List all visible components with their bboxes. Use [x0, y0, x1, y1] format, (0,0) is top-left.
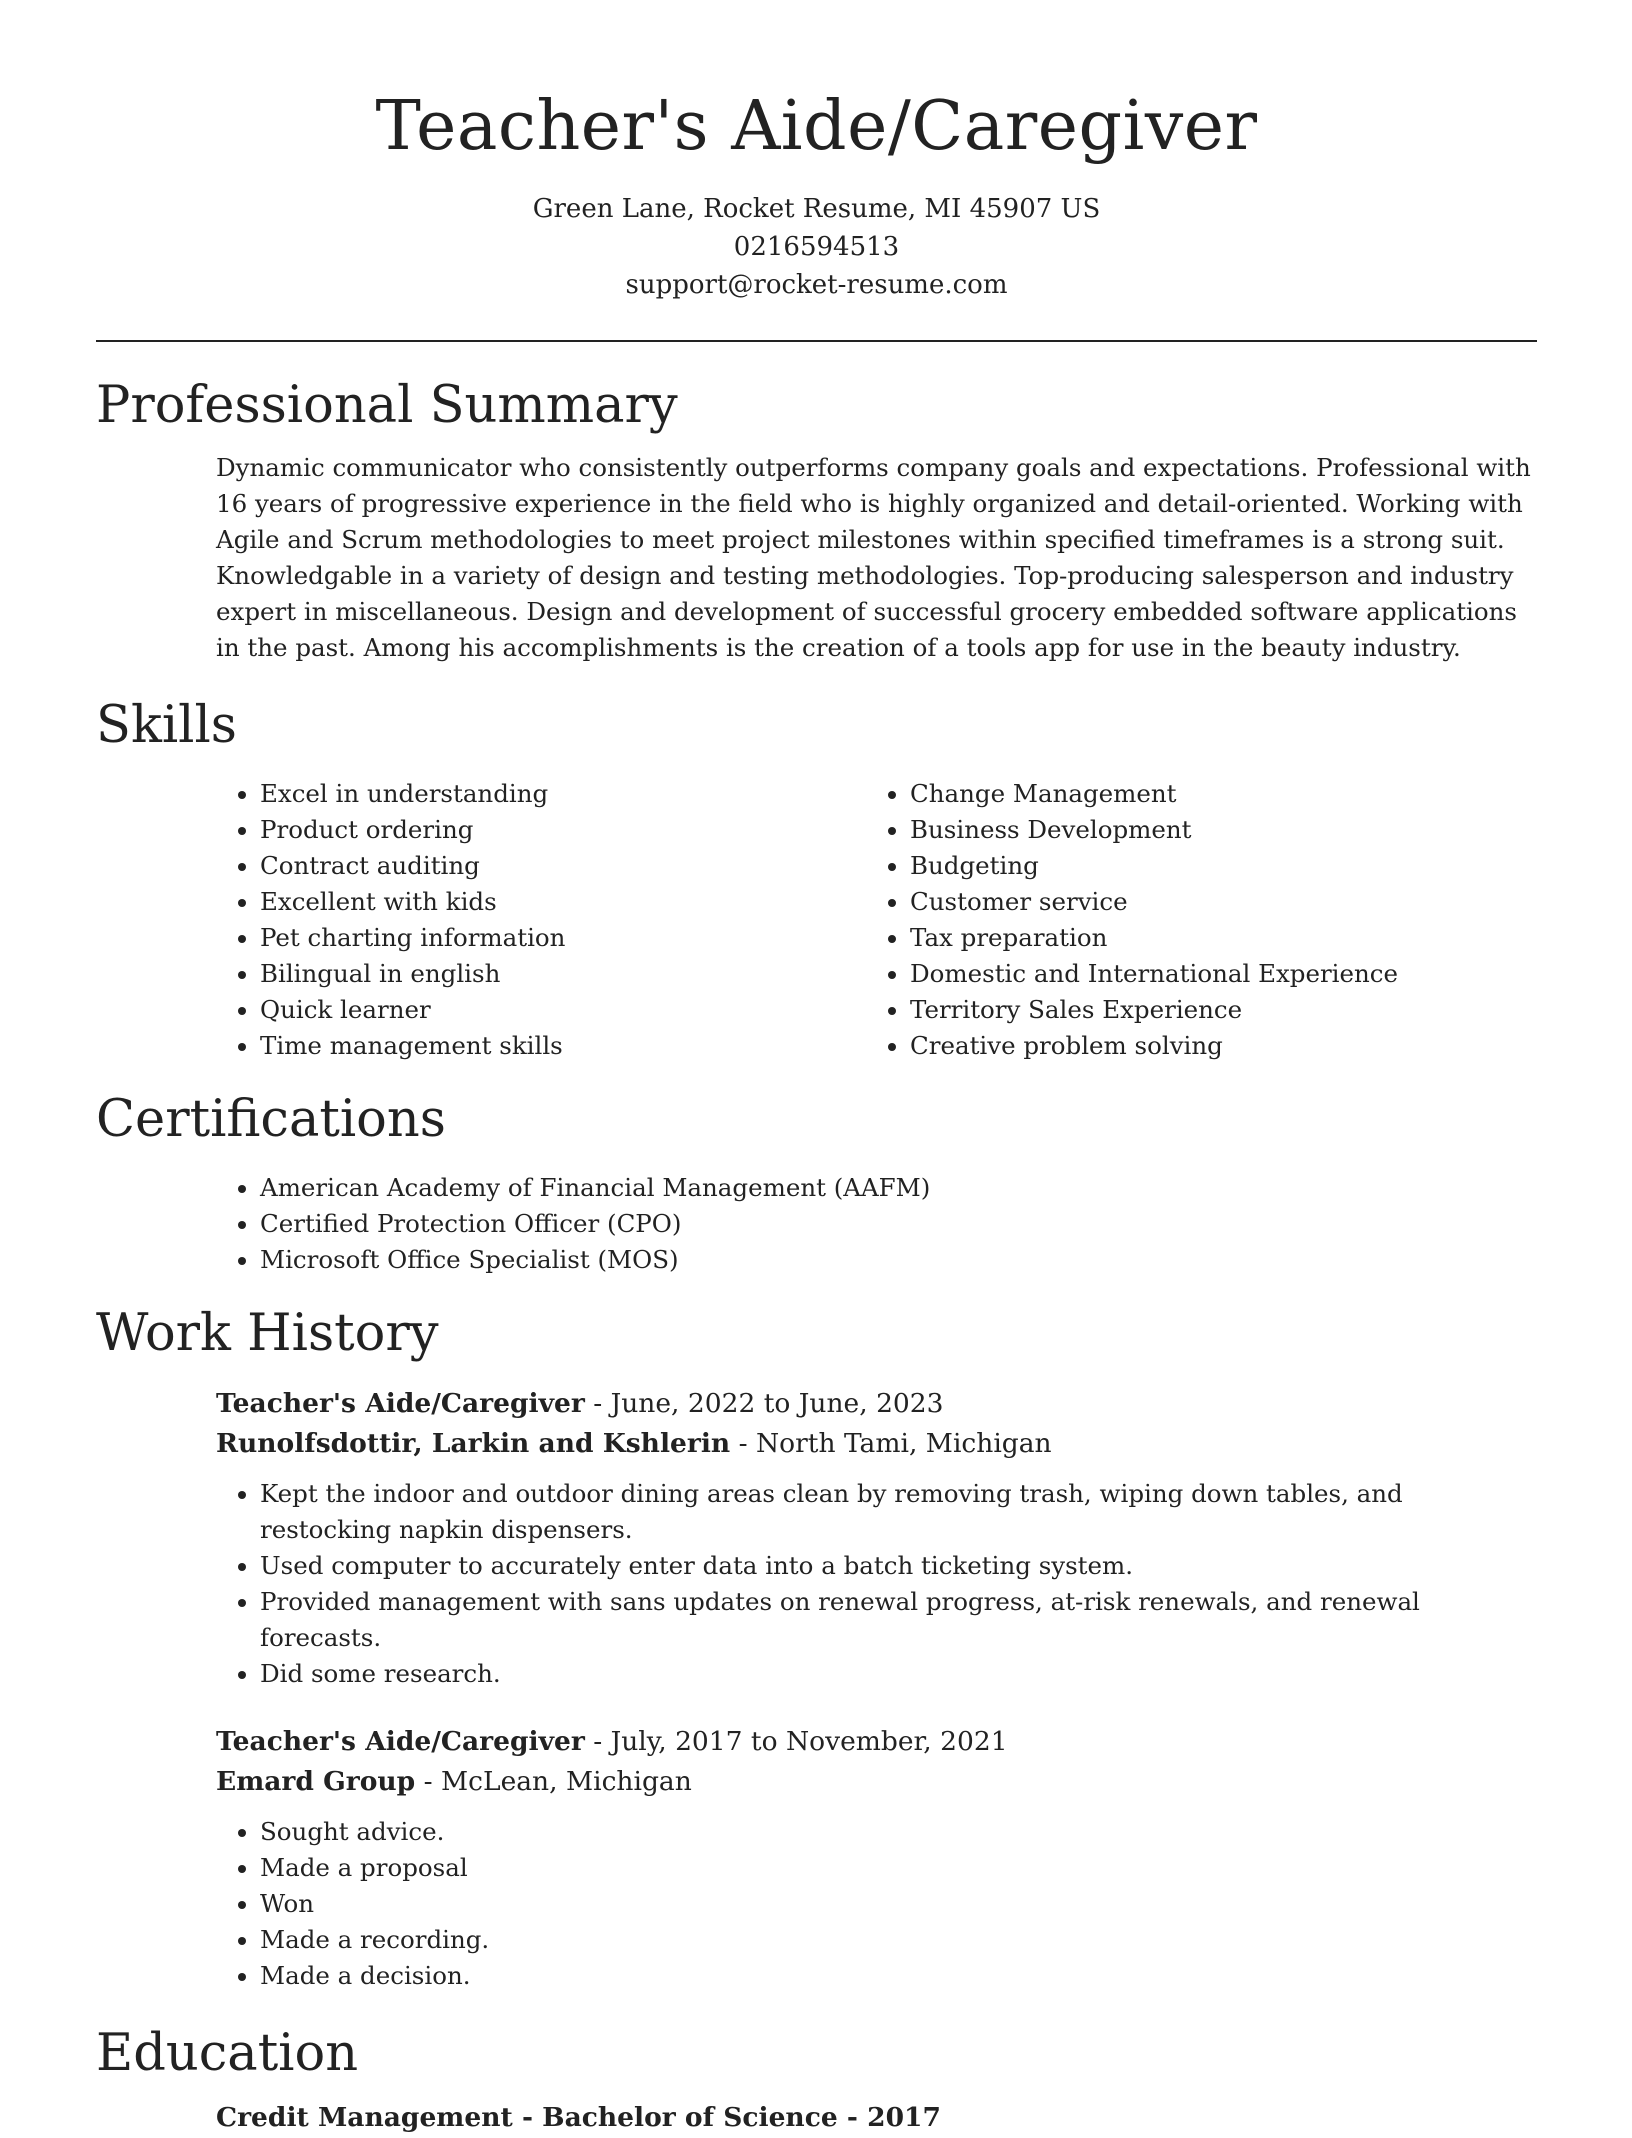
skill-item: • Contract auditing — [260, 848, 866, 884]
job-dates: - July, 2017 to November, 2021 — [584, 1726, 1008, 1757]
education-entry: Credit Management - Bachelor of Science - 2017 — [216, 2102, 941, 2133]
skills-list-right — [866, 776, 1516, 1064]
job-duty: • Used computer to accurately enter data into a batch ticketing system. — [260, 1548, 1537, 1584]
resume-header — [96, 0, 1537, 304]
skill-item: • Domestic and International Experience — [910, 956, 1516, 992]
skill-item: • Pet charting information — [260, 920, 866, 956]
skills-title: Skills — [96, 696, 237, 755]
job-entry — [216, 1384, 1537, 1692]
job-dates: - June, 2022 to June, 2023 — [584, 1388, 944, 1419]
address: Green Lane, Rocket Resume, MI 45907 US — [532, 194, 1101, 224]
job-duty: • Sought advice. — [260, 1814, 1537, 1850]
job-company-line — [216, 1762, 1537, 1802]
summary-section — [96, 374, 1537, 666]
job-company: Emard Group — [216, 1766, 416, 1797]
job-duty: • Did some research. — [260, 1656, 1537, 1692]
skills-columns — [216, 776, 1537, 1064]
job-duty: • Kept the indoor and outdoor dining areas clean by removing trash, wiping down tables, and restocking napkin dispensers. — [260, 1476, 1537, 1548]
summary-text: Dynamic communicator who consistently outperforms company goals and expectations. Professional with 16 years of progressive experience in the field who is highly organized and detail-oriented. Working with Agile and Scrum methodologies to meet project milestones within specified timeframes is a strong suit. Knowledgable in a variety of design and testing methodologies. Top-producing salesperson and industry expert in miscellaneous. Design and development of successful grocery embedded software applications in the past. Among his accomplishments is the creation of a tools app for use in the beauty industry. — [216, 453, 1531, 662]
skill-item: • Product ordering — [260, 812, 866, 848]
skill-item: • Tax preparation — [910, 920, 1516, 956]
job-title: Teacher's Aide/Caregiver — [216, 1726, 585, 1757]
job-duty: • Made a decision. — [260, 1958, 1537, 1994]
work-history-title: Work History — [96, 1304, 439, 1363]
certification-item: • Certified Protection Officer (CPO) — [260, 1206, 1537, 1242]
job-title: Teacher's Aide/Caregiver — [216, 1388, 585, 1419]
certification-item: • Microsoft Office Specialist (MOS) — [260, 1242, 1537, 1278]
job-company-line — [216, 1424, 1537, 1464]
job-duty: • Made a proposal — [260, 1850, 1537, 1886]
skill-item: • Excel in understanding — [260, 776, 866, 812]
certifications-section — [96, 1088, 1537, 1278]
phone-number: 0216594513 — [733, 232, 900, 262]
skill-item: • Business Development — [910, 812, 1516, 848]
job-duty: • Provided management with sans updates on renewal progress, at-risk renewals, and renewal forecasts. — [260, 1584, 1537, 1656]
skill-item: • Time management skills — [260, 1028, 866, 1064]
skill-item: • Quick learner — [260, 992, 866, 1028]
certification-item: • American Academy of Financial Management (AAFM) — [260, 1170, 1537, 1206]
work-history-section — [96, 1302, 1537, 1994]
job-duties-list — [216, 1814, 1537, 1994]
job-entry — [216, 1722, 1537, 1994]
job-duty: • Made a recording. — [260, 1922, 1537, 1958]
skills-section — [96, 694, 1537, 1064]
skill-item: • Change Management — [910, 776, 1516, 812]
skill-item: • Excellent with kids — [260, 884, 866, 920]
email-address: support@rocket-resume.com — [625, 270, 1008, 300]
skill-item: • Customer service — [910, 884, 1516, 920]
certifications-list — [216, 1170, 1537, 1278]
job-title-line — [216, 1384, 1537, 1424]
certifications-title: Certifications — [96, 1090, 446, 1149]
candidate-name: Teacher's Aide/Caregiver — [375, 87, 1258, 166]
skill-item: • Bilingual in english — [260, 956, 866, 992]
job-location: - North Tami, Michigan — [730, 1428, 1052, 1459]
education-section — [96, 2022, 1537, 2138]
job-duty: • Won — [260, 1886, 1537, 1922]
job-duties-list — [216, 1476, 1537, 1692]
skill-item: • Territory Sales Experience — [910, 992, 1516, 1028]
summary-title: Professional Summary — [96, 376, 678, 435]
job-company: Runolfsdottir, Larkin and Kshlerin — [216, 1428, 731, 1459]
job-location: - McLean, Michigan — [415, 1766, 692, 1797]
education-title: Education — [96, 2024, 359, 2083]
skill-item: • Budgeting — [910, 848, 1516, 884]
header-divider — [96, 340, 1537, 342]
skill-item: • Creative problem solving — [910, 1028, 1516, 1064]
skills-list-left — [216, 776, 866, 1064]
job-title-line — [216, 1722, 1537, 1762]
resume-page — [96, 0, 1537, 2138]
